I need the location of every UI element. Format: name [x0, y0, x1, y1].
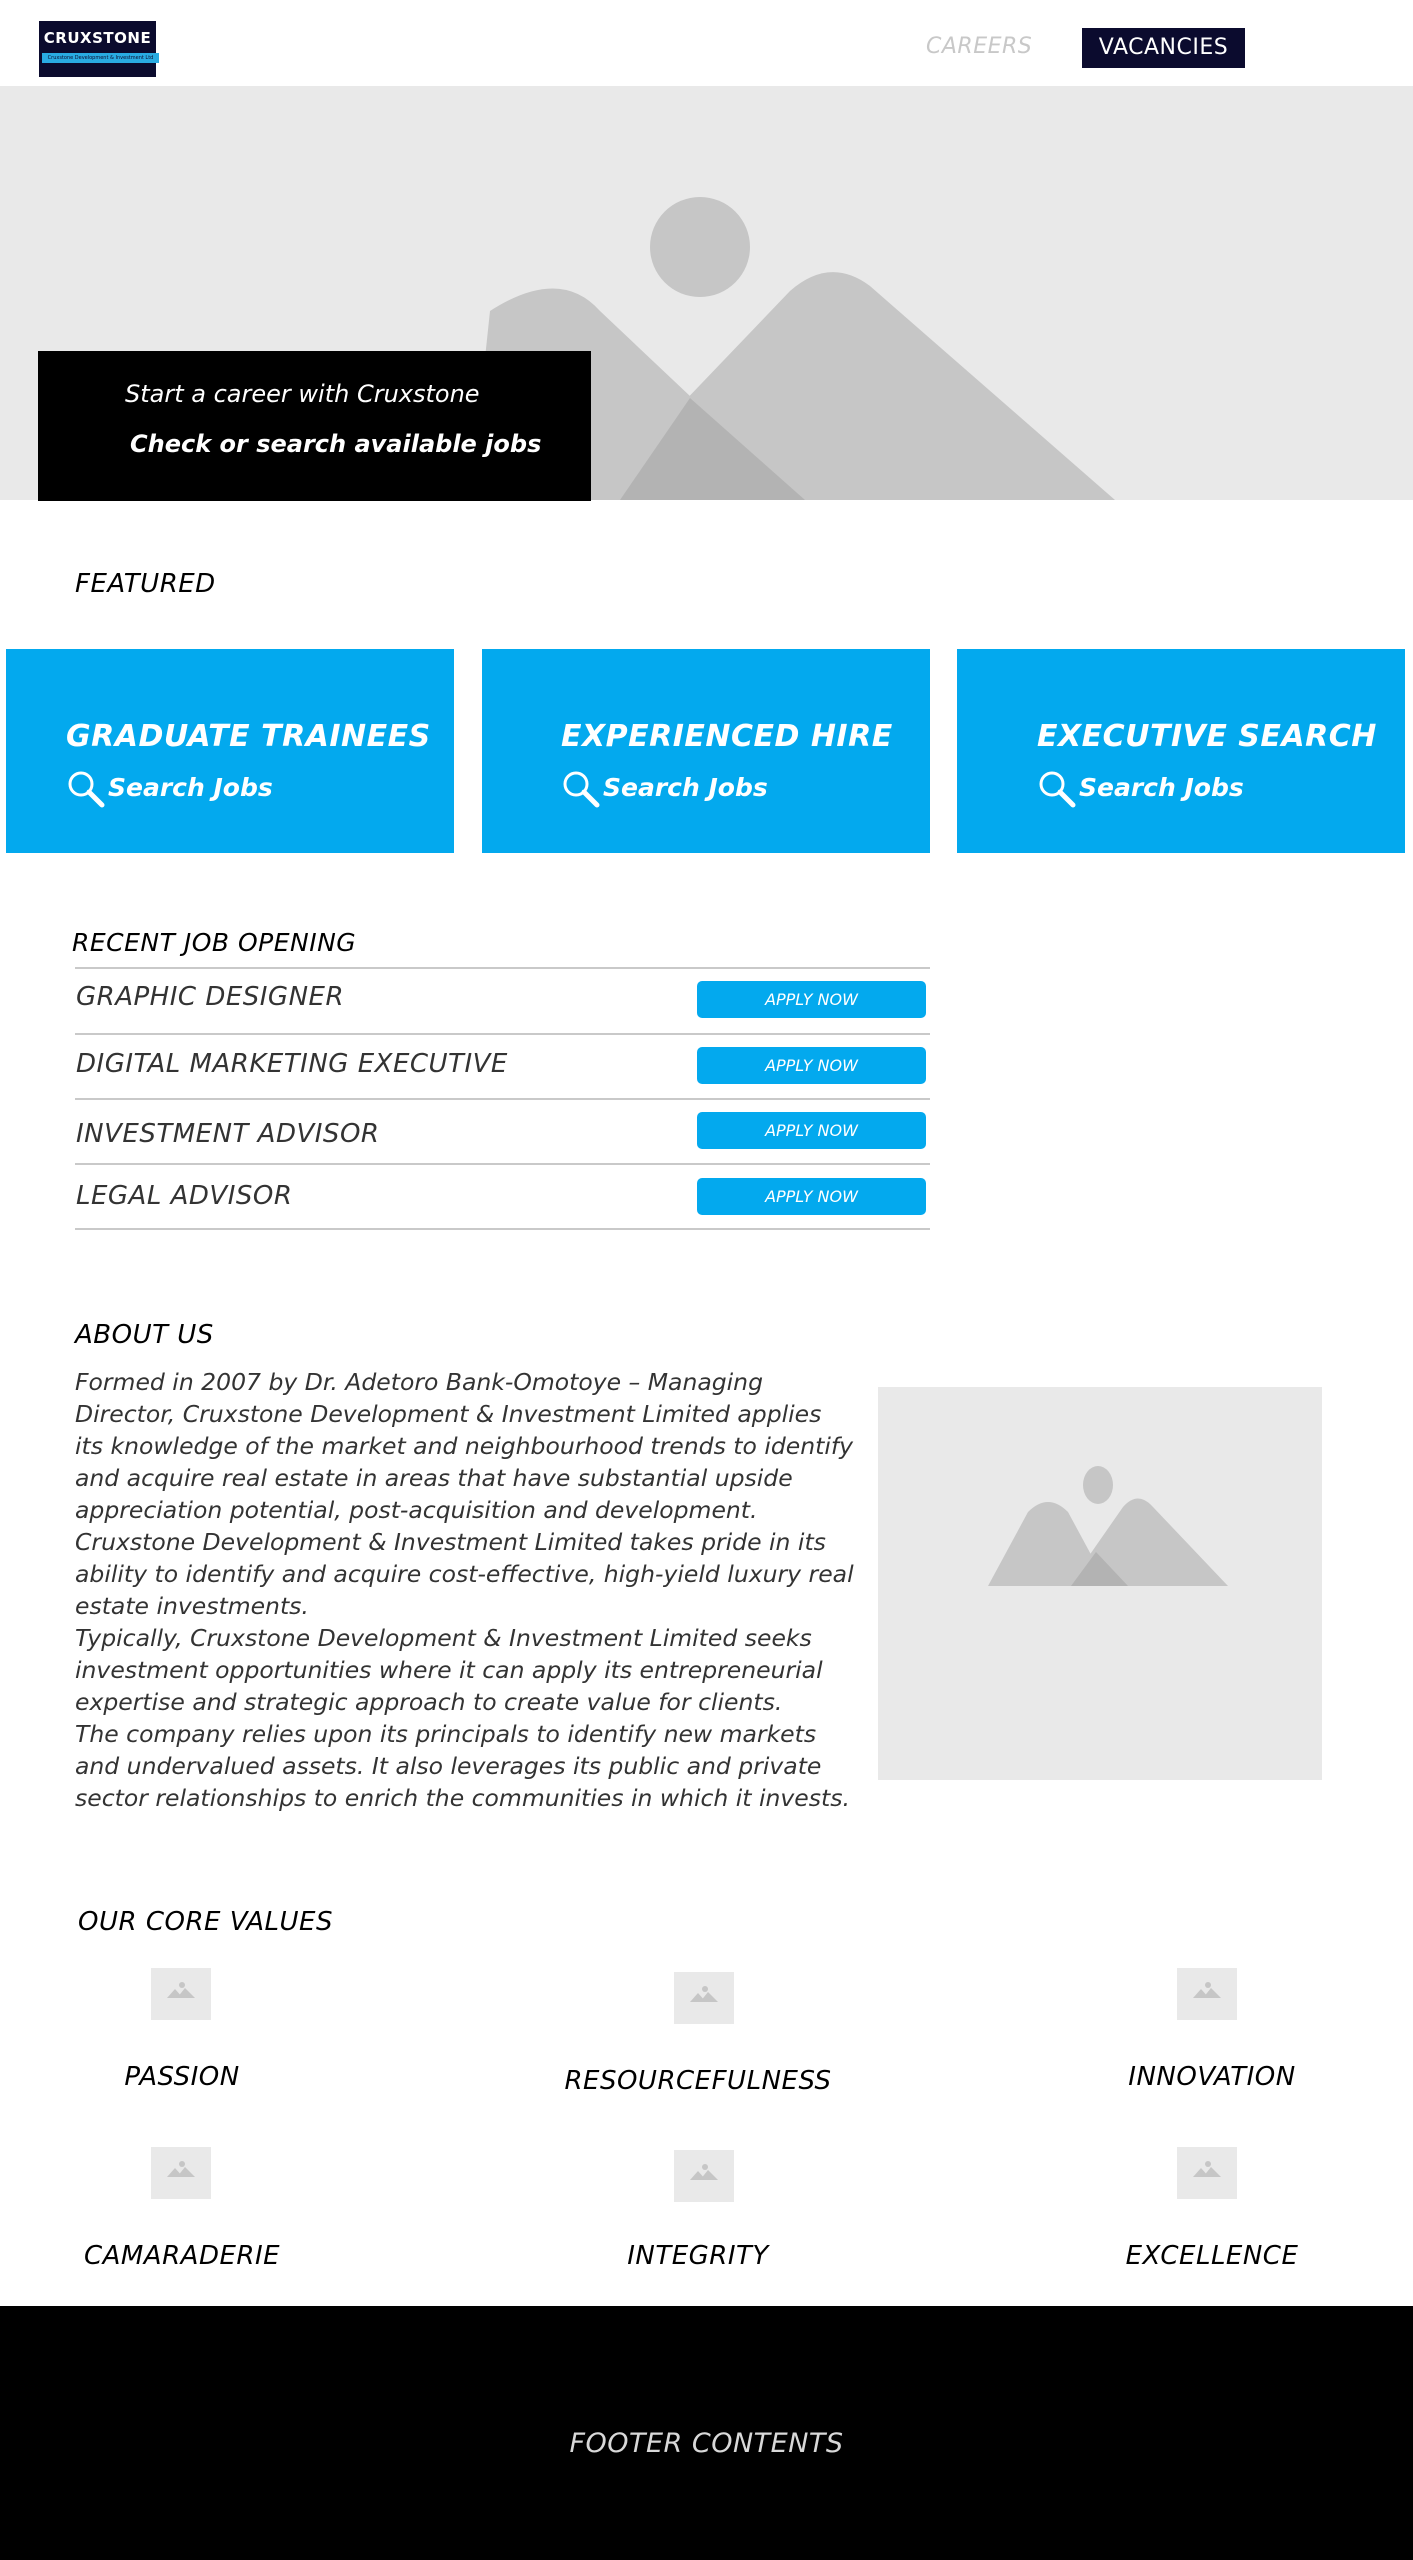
divider: [75, 967, 930, 969]
search-jobs-link[interactable]: [561, 769, 768, 809]
value-label-excellence: EXCELLENCE: [1125, 2241, 1299, 2271]
apply-now-button[interactable]: APPLY NOW: [697, 981, 926, 1018]
nav-vacancies-link[interactable]: VACANCIES: [1082, 28, 1245, 68]
hero-caption-box: [38, 351, 591, 501]
divider: [75, 1228, 930, 1230]
image-placeholder-icon: [151, 2147, 211, 2199]
apply-now-button[interactable]: APPLY NOW: [697, 1047, 926, 1084]
value-image-placeholder: [1177, 2147, 1237, 2199]
about-paragraph: Cruxstone Development & Investment Limited takes pride in its ability to identify and acquire cost-effective, high-yield luxury real estate investments.: [75, 1528, 854, 1620]
card-title: GRADUATE TRAINEES: [66, 719, 431, 754]
nav-careers-link[interactable]: CAREERS: [926, 34, 1033, 59]
value-image-placeholder: [151, 2147, 211, 2199]
value-label-resourcefulness: RESOURCEFULNESS: [564, 2066, 832, 2096]
card-title: EXECUTIVE SEARCH: [1037, 719, 1377, 754]
about-paragraph: Formed in 2007 by Dr. Adetoro Bank-Omotoye – Managing Director, Cruxstone Development & Investment Limited applies its knowledge of the market and neighbourhood trends to identify and acquire real estate in areas that have substantial upside appreciation potential, post-acquisition and development.: [75, 1368, 854, 1524]
logo[interactable]: [39, 21, 156, 77]
values-heading: OUR CORE VALUES: [78, 1907, 333, 1937]
job-title[interactable]: GRAPHIC DESIGNER: [76, 982, 345, 1012]
featured-card-executive[interactable]: [957, 649, 1405, 853]
value-image-placeholder: [1177, 1968, 1237, 2020]
divider: [75, 1033, 930, 1035]
apply-now-button[interactable]: APPLY NOW: [697, 1112, 926, 1149]
search-icon: [561, 769, 601, 809]
apply-now-button[interactable]: APPLY NOW: [697, 1178, 926, 1215]
featured-heading: FEATURED: [75, 569, 216, 599]
value-image-placeholder: [151, 1968, 211, 2020]
image-placeholder-icon: [674, 1972, 734, 2024]
search-icon: [1037, 769, 1077, 809]
about-paragraph: Typically, Cruxstone Development & Investment Limited seeks investment opportunities where it can apply its entrepreneurial expertise and strategic approach to create value for clients.: [75, 1624, 823, 1716]
job-title[interactable]: DIGITAL MARKETING EXECUTIVE: [76, 1049, 508, 1079]
logo-wordmark: CRUXSTONE: [43, 29, 152, 47]
value-label-camaraderie: CAMARADERIE: [83, 2241, 281, 2271]
hero-headline: Start a career with Cruxstone: [125, 380, 480, 408]
card-title: EXPERIENCED HIRE: [561, 719, 893, 754]
divider: [75, 1163, 930, 1165]
value-image-placeholder: [674, 1972, 734, 2024]
search-jobs-label: Search Jobs: [108, 773, 273, 802]
logo-tagline: Cruxstone Development & Investment Ltd: [42, 53, 159, 63]
value-label-passion: PASSION: [124, 2062, 240, 2092]
job-title[interactable]: INVESTMENT ADVISOR: [76, 1119, 380, 1149]
search-jobs-label: Search Jobs: [1079, 773, 1244, 802]
about-paragraph: The company relies upon its principals to identify new markets and undervalued assets. It also leverages its public and private sector relationships to enrich the communities in which it invests.: [75, 1720, 850, 1812]
value-image-placeholder: [674, 2150, 734, 2202]
search-jobs-link[interactable]: [66, 769, 273, 809]
about-body: [75, 1366, 855, 1814]
search-icon: [66, 769, 106, 809]
value-label-innovation: INNOVATION: [1128, 2062, 1296, 2092]
search-jobs-label: Search Jobs: [603, 773, 768, 802]
featured-card-graduate[interactable]: [6, 649, 454, 853]
image-placeholder-icon: [1177, 2147, 1237, 2199]
image-placeholder-icon: [1177, 1968, 1237, 2020]
image-placeholder-icon: [151, 1968, 211, 2020]
about-heading: ABOUT US: [75, 1320, 214, 1350]
search-jobs-link[interactable]: [1037, 769, 1244, 809]
divider: [75, 1098, 930, 1100]
job-title[interactable]: LEGAL ADVISOR: [76, 1181, 293, 1211]
value-label-integrity: INTEGRITY: [627, 2241, 769, 2271]
footer-text: FOOTER CONTENTS: [569, 2428, 844, 2459]
image-placeholder-icon: [878, 1387, 1322, 1780]
featured-card-experienced[interactable]: [482, 649, 930, 853]
hero-subline: Check or search available jobs: [130, 430, 542, 458]
about-image-placeholder: [878, 1387, 1322, 1780]
image-placeholder-icon: [674, 2150, 734, 2202]
jobs-heading: RECENT JOB OPENING: [72, 928, 357, 957]
